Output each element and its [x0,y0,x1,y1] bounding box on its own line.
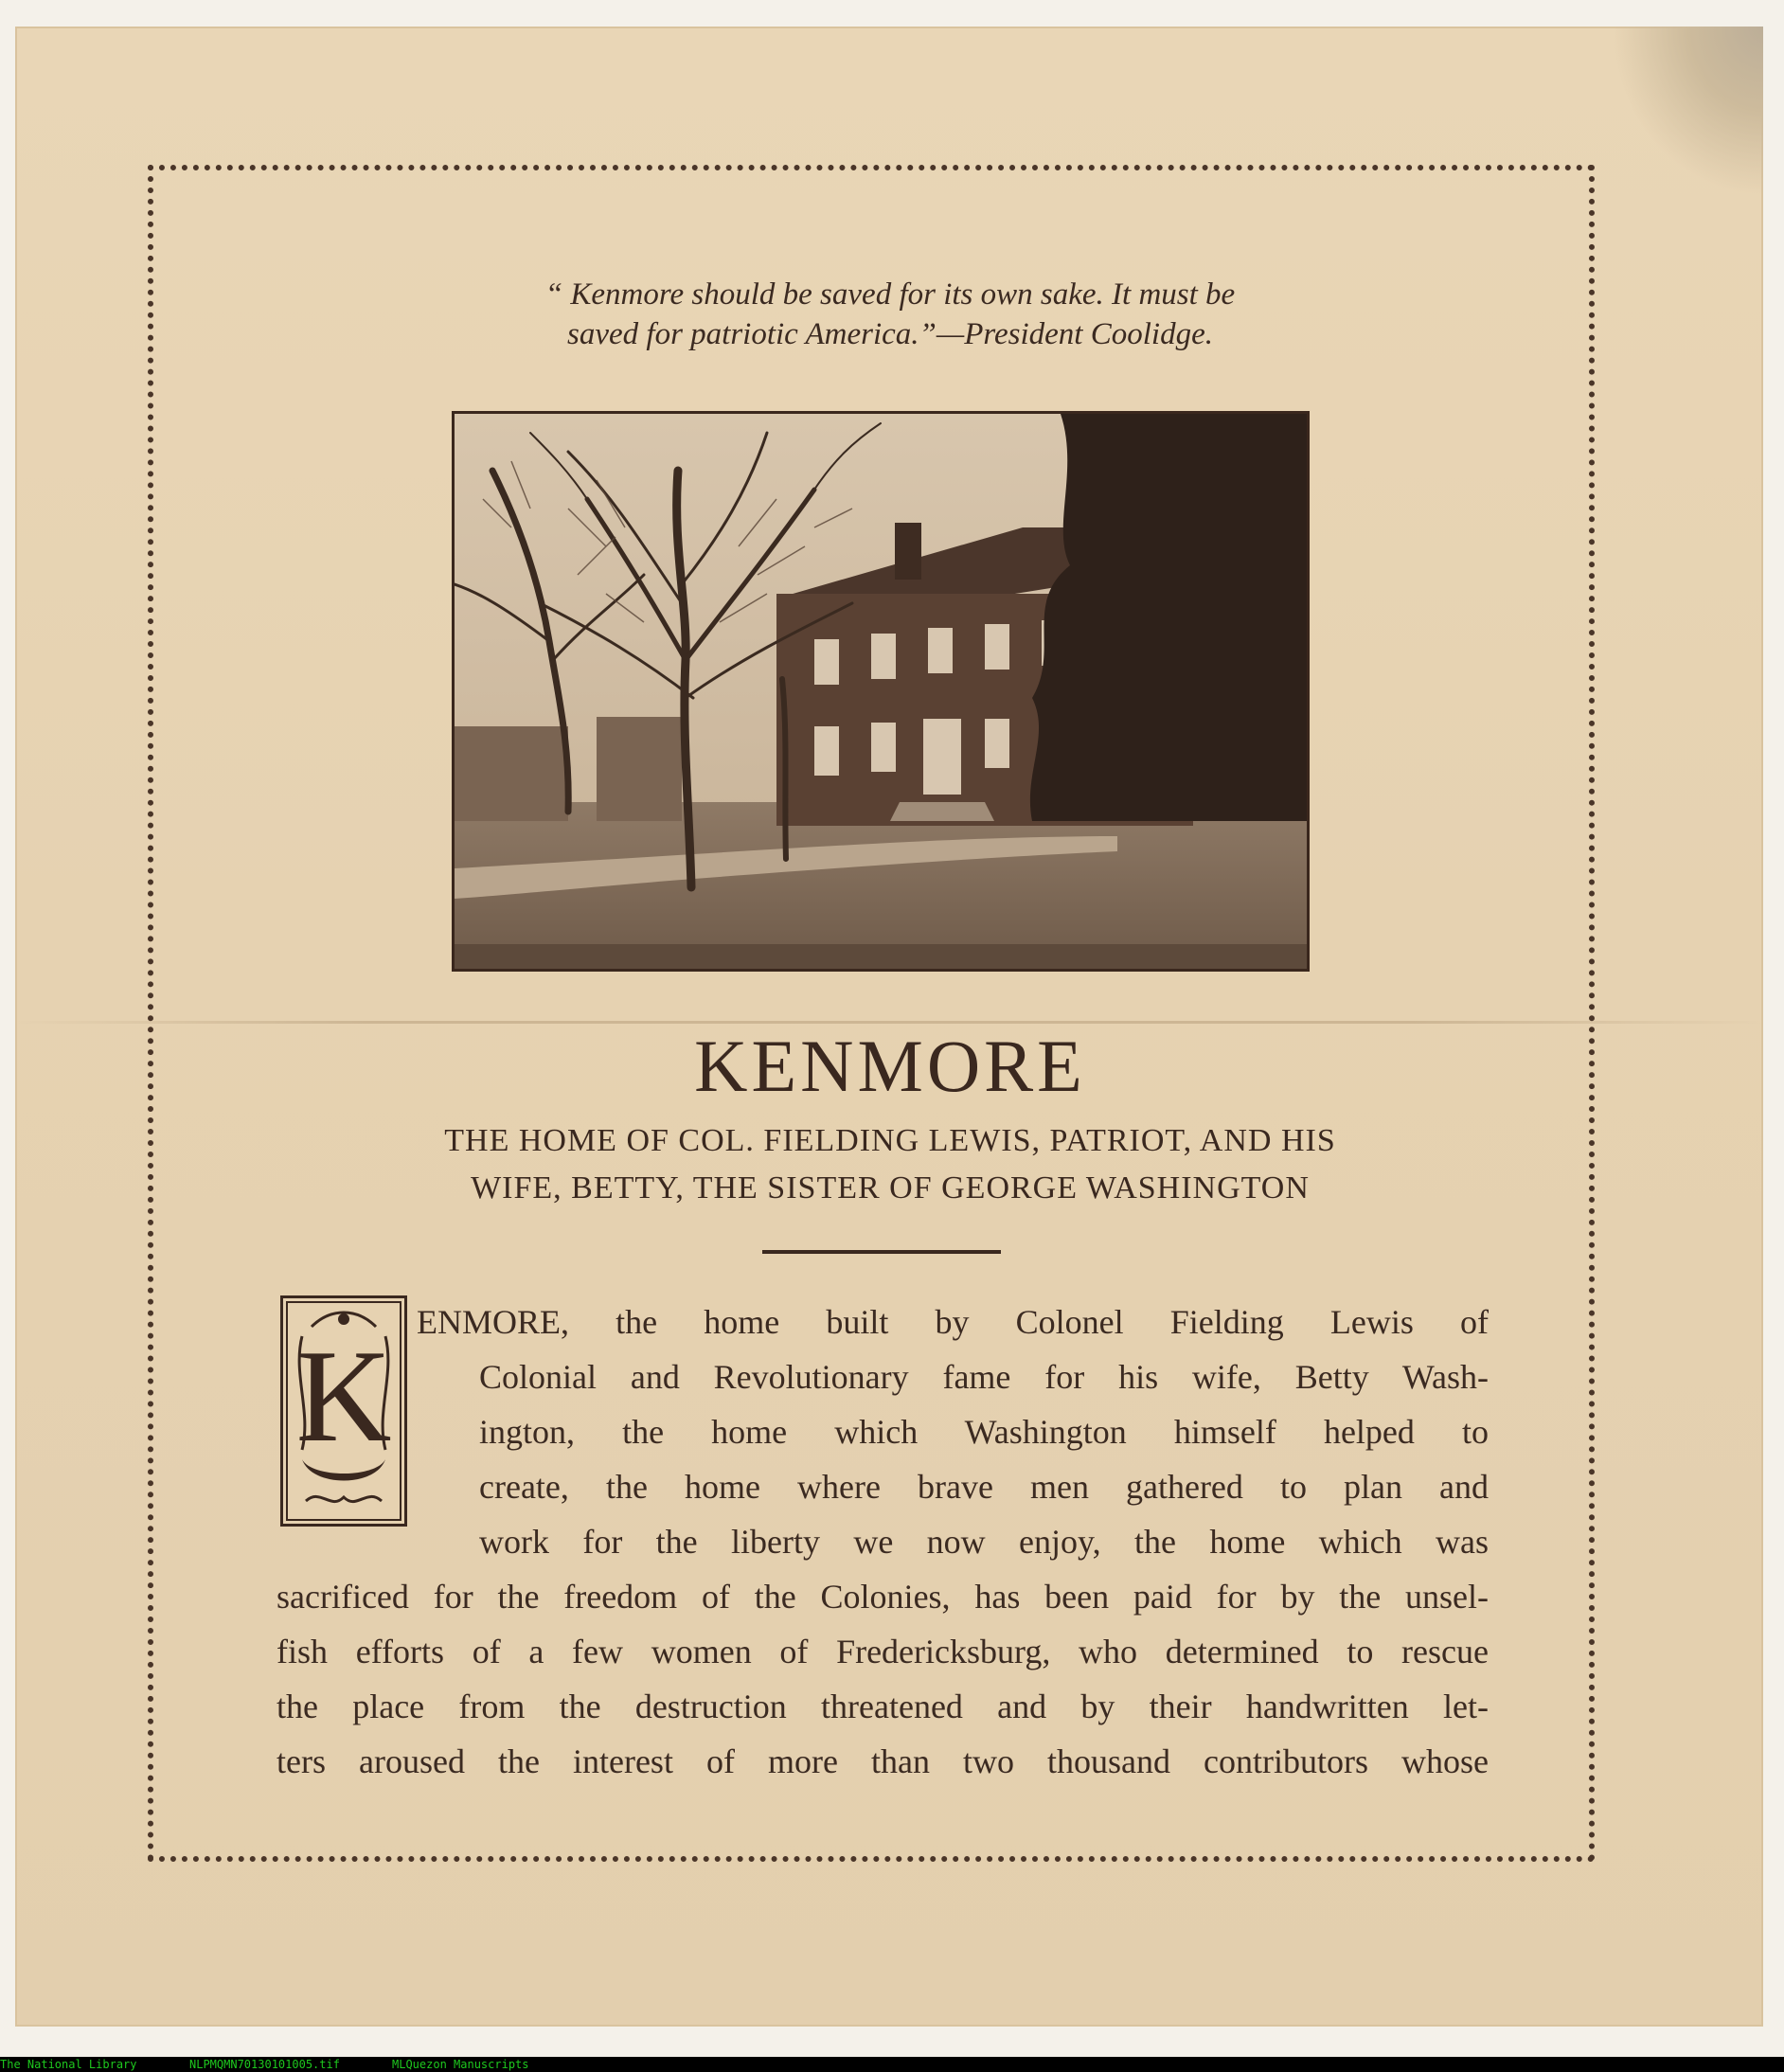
footer-collection: MLQuezon Manuscripts [392,2058,529,2071]
divider-rule [762,1250,1001,1254]
footer-library: The National Library [0,2058,137,2071]
body-line: fish efforts of a few women of Fredericksburg, who determined to rescue [277,1633,1489,1670]
body-line: sacrificed for the freedom of the Colonies, has been paid for by the unsel- [277,1578,1489,1616]
coolidge-quote [417,275,1364,354]
subtitle [284,1117,1496,1212]
body-line: ington, the home which Washington himself helped to [479,1413,1489,1451]
house-photo-icon [455,414,1307,969]
quote-line-2: saved for patriotic America.”—President Coolidge. [567,317,1213,351]
body-line: Colonial and Revolutionary fame for his wife, Betty Wash- [479,1358,1489,1396]
drop-cap-ornament-icon [283,1298,404,1524]
body-line: ters aroused the interest of more than two thousand contributors whose [277,1742,1489,1780]
ornamental-drop-cap [280,1295,407,1527]
body-line: create, the home where brave men gathered to plan and [479,1468,1489,1506]
drop-cap-letter: K [295,1323,392,1470]
kenmore-house-photo [452,411,1310,972]
quote-line-1: “ Kenmore should be saved for its own sake. It must be [544,277,1236,312]
page-title: KENMORE [694,1025,1086,1107]
body-line: the place from the destruction threatened and by their handwritten let- [277,1688,1489,1725]
torn-corner [1612,27,1763,197]
subtitle-line-2: WIFE, BETTY, THE SISTER OF GEORGE WASHINGTON [471,1170,1310,1206]
body-line: work for the liberty we now enjoy, the home which was [479,1523,1489,1561]
footer-filename: NLPMQMN70130101005.tif [189,2058,340,2071]
body-line: ENMORE, the home built by Colonel Fielding Lewis of [417,1303,1489,1341]
subtitle-line-1: THE HOME OF COL. FIELDING LEWIS, PATRIOT, AND HIS [444,1123,1336,1158]
scan-footer-bar [0,2057,1784,2072]
